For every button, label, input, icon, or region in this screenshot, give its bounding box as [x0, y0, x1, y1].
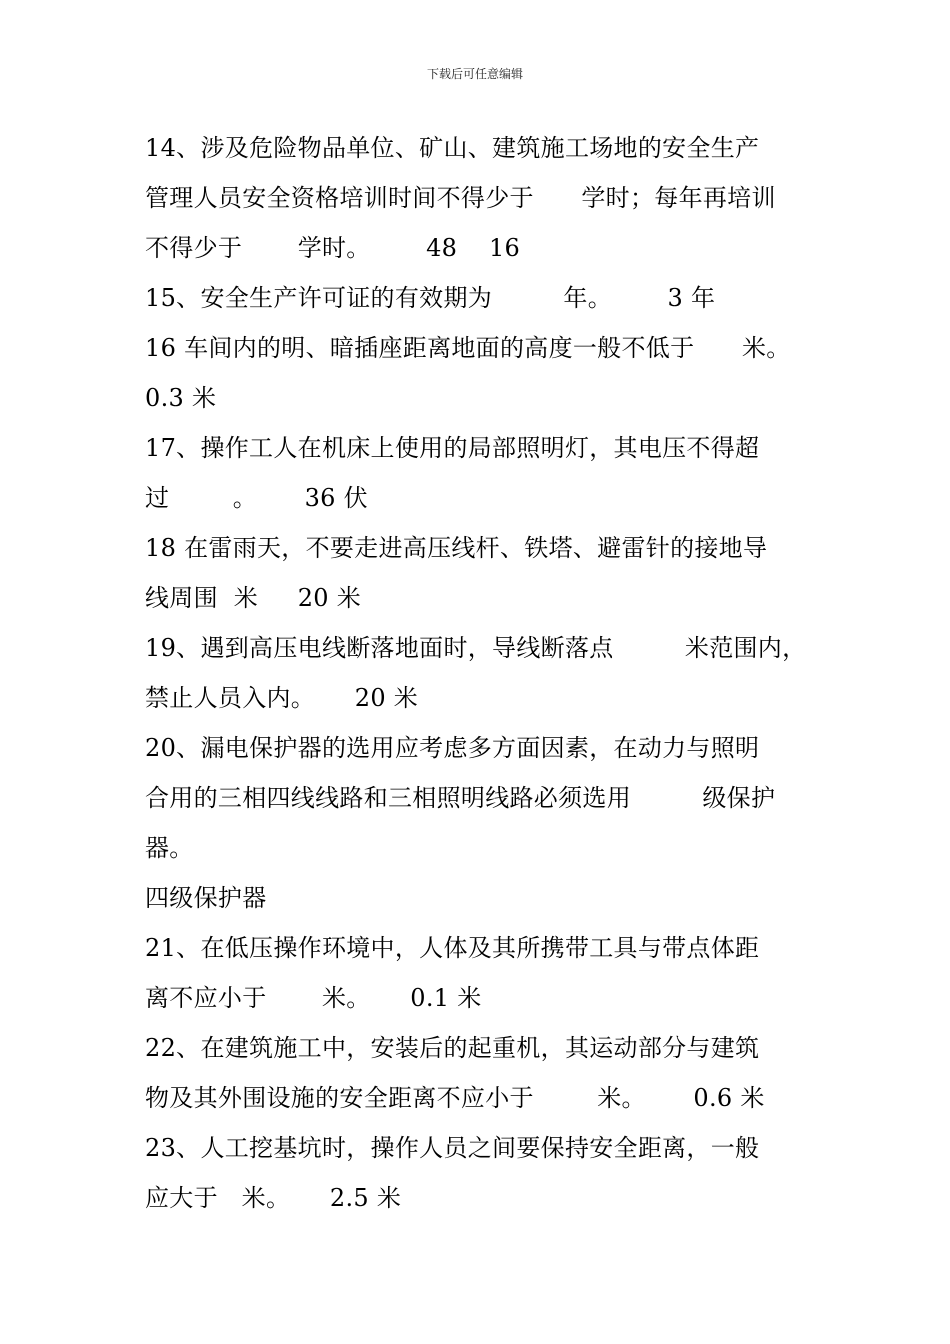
text-line: 禁止人员入内。 20 米 [145, 684, 419, 712]
text-line: 离不应小于 米。 0.1 米 [145, 984, 482, 1012]
text-line: 23、人工挖基坑时，操作人员之间要保持安全距离，一般 [145, 1134, 760, 1162]
text-line: 不得少于 学时。 48 16 [145, 234, 521, 262]
document-body [145, 123, 825, 1223]
text-line: 线周围 米 20 米 [145, 584, 362, 612]
text-line: 0.3 米 [145, 384, 217, 412]
text-line: 18 在雷雨天，不要走进高压线杆、铁塔、避雷针的接地导 [145, 534, 768, 562]
text-line: 过 。 36 伏 [145, 484, 368, 512]
text-line: 16 车间内的明、暗插座距离地面的高度一般不低于 米。 [145, 334, 791, 362]
text-line: 19、遇到高压电线断落地面时，导线断落点 米范围内， [145, 634, 807, 662]
text-line: 14、涉及危险物品单位、矿山、建筑施工场地的安全生产 [145, 134, 760, 162]
text-line: 21、在低压操作环境中，人体及其所携带工具与带点体距 [145, 934, 760, 962]
text-line: 15、安全生产许可证的有效期为 年。 3 年 [145, 284, 716, 312]
text-line: 器。 [145, 834, 194, 862]
text-line: 22、在建筑施工中，安装后的起重机，其运动部分与建筑 [145, 1034, 760, 1062]
page-header: 下载后可任意编辑 [426, 67, 523, 81]
text-line: 四级保护器 [145, 884, 267, 912]
text-line: 20、漏电保护器的选用应考虑多方面因素，在动力与照明 [145, 734, 760, 762]
text-line: 合用的三相四线线路和三相照明线路必须选用 级保护 [145, 784, 776, 812]
text-line: 17、操作工人在机床上使用的局部照明灯，其电压不得超 [145, 434, 760, 462]
text-line: 应大于 米。 2.5 米 [145, 1184, 402, 1212]
text-line: 物及其外围设施的安全距离不应小于 米。 0.6 米 [145, 1084, 765, 1112]
text-line: 管理人员安全资格培训时间不得少于 学时；每年再培训 [145, 184, 776, 212]
